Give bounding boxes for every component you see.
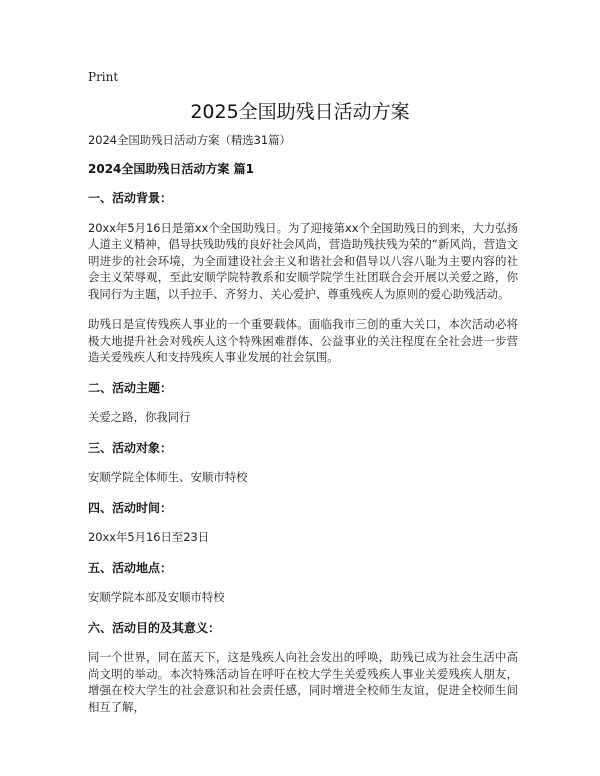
paragraph-background-1: 20xx年5月16日是第xx个全国助残日。为了迎接第xx个全国助残日的到来，大力弘扬人道主义精神，倡导扶残助残的良好社会风尚，营造助残扶残为荣的“新风尚，营造文明进步的社会环境，为全面建设社会主义和谐社会和倡导以八容八耻为主要内容的社会主义荣辱观，至此安顺学院特教系和安顺学院学生社团联合会开展以关爱之路，你我同行为主题，以手拉手、齐努力、关心爱护、尊重残疾人为原则的爱心助残活动。	[88, 220, 518, 301]
section-heading-theme: 二、活动主题：	[88, 380, 173, 395]
article-heading: 2024全国助残日活动方案 篇1	[88, 161, 254, 176]
paragraph-purpose: 同一个世界，同在蓝天下，这是残疾人向社会发出的呼唤，助残已成为社会生活中高尚文明的举动。本次特殊活动旨在呼吁在校大学生关爱残疾人事业关爱残疾人朋友，增强在校大学生的社会意识和社会责任感，同时增进全校师生友谊，促进全校师生间相互了解，	[88, 650, 518, 714]
section-heading-audience: 三、活动对象：	[88, 440, 173, 455]
section-heading-time: 四、活动时间：	[88, 500, 173, 515]
paragraph-theme: 关爱之路，你我同行	[88, 410, 191, 424]
paragraph-location: 安顺学院本部及安顺市特校	[88, 590, 225, 604]
paragraph-background-2: 助残日是宣传残疾人事业的一个重要载体。面临我市三创的重大关口，本次活动必将极大地提升社会对残疾人这个特殊困难群体、公益事业的关注程度在全社会进一步营造关爱残疾人和支持残疾人事业发展的社会氛围。	[88, 317, 518, 364]
print-link[interactable]: Print	[88, 70, 119, 84]
document-subtitle: 2024全国助残日活动方案（精选31篇）	[88, 133, 291, 147]
page-title: 2025全国助残日活动方案	[190, 101, 410, 123]
section-heading-location: 五、活动地点：	[88, 560, 173, 575]
paragraph-audience: 安顺学院全体师生、安顺市特校	[88, 470, 248, 484]
section-heading-background: 一、活动背景：	[88, 191, 173, 205]
document-body	[88, 132, 518, 729]
paragraph-time: 20xx年5月16日至23日	[88, 530, 210, 544]
section-heading-purpose: 六、活动目的及其意义：	[88, 620, 221, 635]
